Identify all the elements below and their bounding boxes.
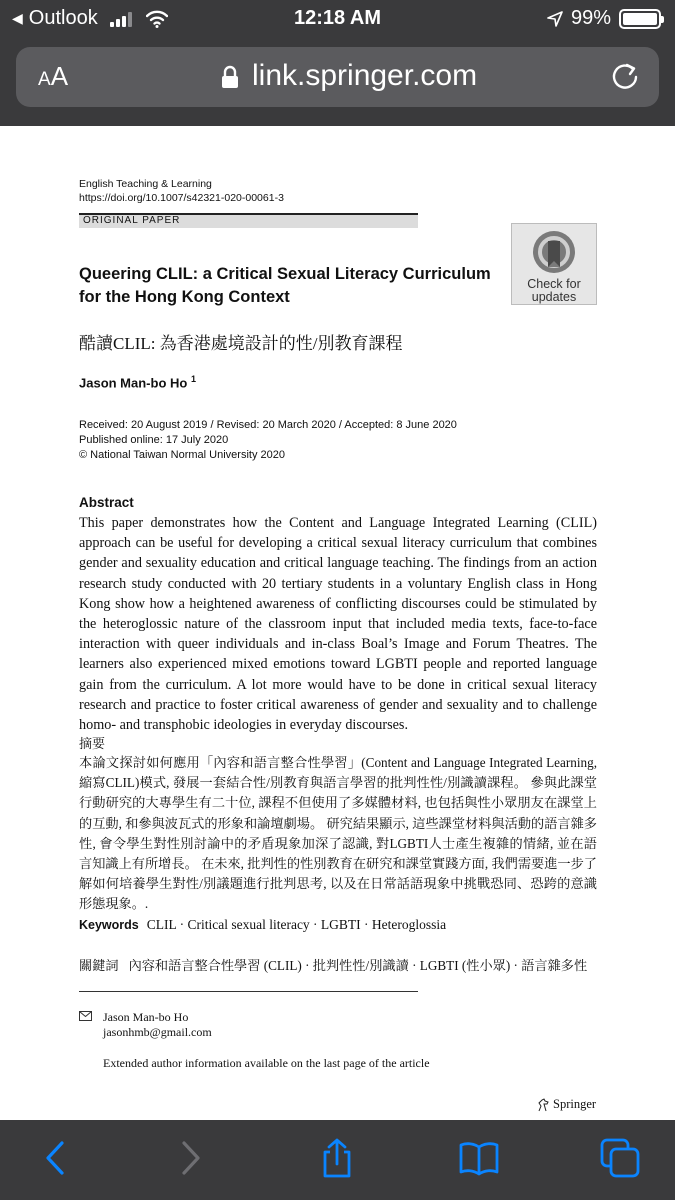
abstract-text: This paper demonstrates how the Content and Language Integrated Learning (CLIL) approach can be useful for developing a critical sexual literacy curriculum that combines gender and sexuality education and critical language teaching. The findings from an action research study conducted with 20 tertiary students in a voluntary English class in Hong Kong show how a heightened awareness of conflicting discourses could be stimulated by the heteroglossic nature of the classroom input that included media texts, face-to-face interaction with queer individuals and in-class Boal’s Image and Forum Theatres. The learners also experienced mixed emotions toward LGBTI people and reported language gain from the curriculum. A lot more would have to be done in critical sexual literacy research and practice to foster critical awareness of gender and sexuality and to challenge homo- and transphobic ideologies in everyday discourses.: [79, 515, 597, 734]
battery-percent: 99%: [570, 7, 611, 29]
footnote-divider: [79, 991, 418, 992]
bookmarks-icon[interactable]: [459, 1138, 499, 1178]
check-updates-label: Check for updates: [527, 277, 581, 304]
address-bar[interactable]: [16, 47, 659, 107]
reload-icon[interactable]: [609, 60, 641, 92]
check-updates-icon: [531, 229, 577, 275]
abstract-heading: Abstract: [79, 495, 134, 510]
url-text[interactable]: link.springer.com: [252, 59, 478, 92]
text-size-button[interactable]: AA: [38, 61, 69, 91]
publication-dates: [79, 418, 457, 463]
copyright: © National Taiwan Normal University 2020: [79, 449, 285, 461]
envelope-icon: [79, 1011, 92, 1021]
back-arrow-icon: ◀: [12, 10, 23, 26]
lock-icon: [220, 65, 240, 89]
extended-author-info: Extended author information available on the last page of the article: [103, 1056, 430, 1070]
abstract-cn-heading: 摘要: [79, 736, 106, 751]
author-contact: [79, 1010, 212, 1040]
status-bar: [0, 0, 675, 40]
publisher-logo: [536, 1097, 596, 1112]
journal-info: [79, 177, 284, 205]
author-name: Jason Man-bo Ho $^1$: [79, 374, 196, 391]
keywords: Keywords CLIL · Critical sexual literacy · LGBTI · Heteroglossia: [79, 917, 447, 932]
published-date: Published online: 17 July 2020: [79, 434, 229, 446]
battery-icon: [619, 9, 661, 29]
back-app-label: Outlook: [28, 7, 98, 29]
browser-toolbar: [0, 1120, 675, 1200]
forward-icon[interactable]: [170, 1138, 210, 1178]
article-title-cn: 酷讀CLIL: 為香港處境設計的性/別教育課程: [79, 334, 403, 353]
contact-email[interactable]: jasonhmb@gmail.com: [103, 1025, 212, 1039]
check-updates-badge[interactable]: [511, 223, 597, 305]
location-icon: [547, 11, 563, 27]
share-icon[interactable]: [317, 1138, 357, 1178]
doi-link[interactable]: https://doi.org/10.1007/s42321-020-00061-3: [79, 192, 284, 204]
publisher-name: Springer: [553, 1097, 597, 1111]
keywords-cn: 關鍵詞 內容和語言整合性學習 (CLIL) · 批判性性/別識讀 · LGBTI (性小眾) · 語言雜多性: [79, 958, 588, 973]
article-type-bar: [79, 213, 418, 228]
article-type: ORIGINAL PAPER: [83, 215, 181, 226]
contact-name: Jason Man-bo Ho: [103, 1010, 189, 1024]
article-title: Queering CLIL: a Critical Sexual Literacy Curriculum for the Hong Kong Context: [79, 265, 491, 306]
received-dates: Received: 20 August 2019 / Revised: 20 March 2020 / Accepted: 8 June 2020: [79, 419, 457, 431]
abstract-cn-text: 本論文探討如何應用「內容和語言整合性學習」(Content and Language Integrated Learning, 縮寫CLIL)模式, 發展一套結合性/別教育與語言學習的批判性性/別識讀課程。 參與此課堂行動研究的大專學生有二十位, 課程不但使用了多媒體材料, 也包括與性小眾朋友在課堂上的互動, 和參與波瓦式的形象和論壇劇場。 研究結果顯示, 這些課堂材料與活動的語言雜多性, 會令學生對性別討論中的矛盾現象加深了認識, 對LGBTI人士產生複雜的情緒, 並在語言知識上有所增長。 在未來, 批判性的性別教育在研究和課堂實踐方面, 我們需要進一步了解如何培養學生對性/別議題進行批判思考, 以及在日常話語現象中挑戰恐同、恐跨的意識形態現象。.: [79, 755, 597, 912]
tabs-icon[interactable]: [600, 1138, 640, 1178]
back-icon[interactable]: [36, 1138, 76, 1178]
journal-name: English Teaching & Learning: [79, 178, 212, 190]
springer-horse-icon: [536, 1098, 550, 1112]
browser-top-bar: [0, 0, 675, 126]
article-page: [0, 126, 675, 1120]
status-time: 12:18 AM: [293, 7, 382, 29]
